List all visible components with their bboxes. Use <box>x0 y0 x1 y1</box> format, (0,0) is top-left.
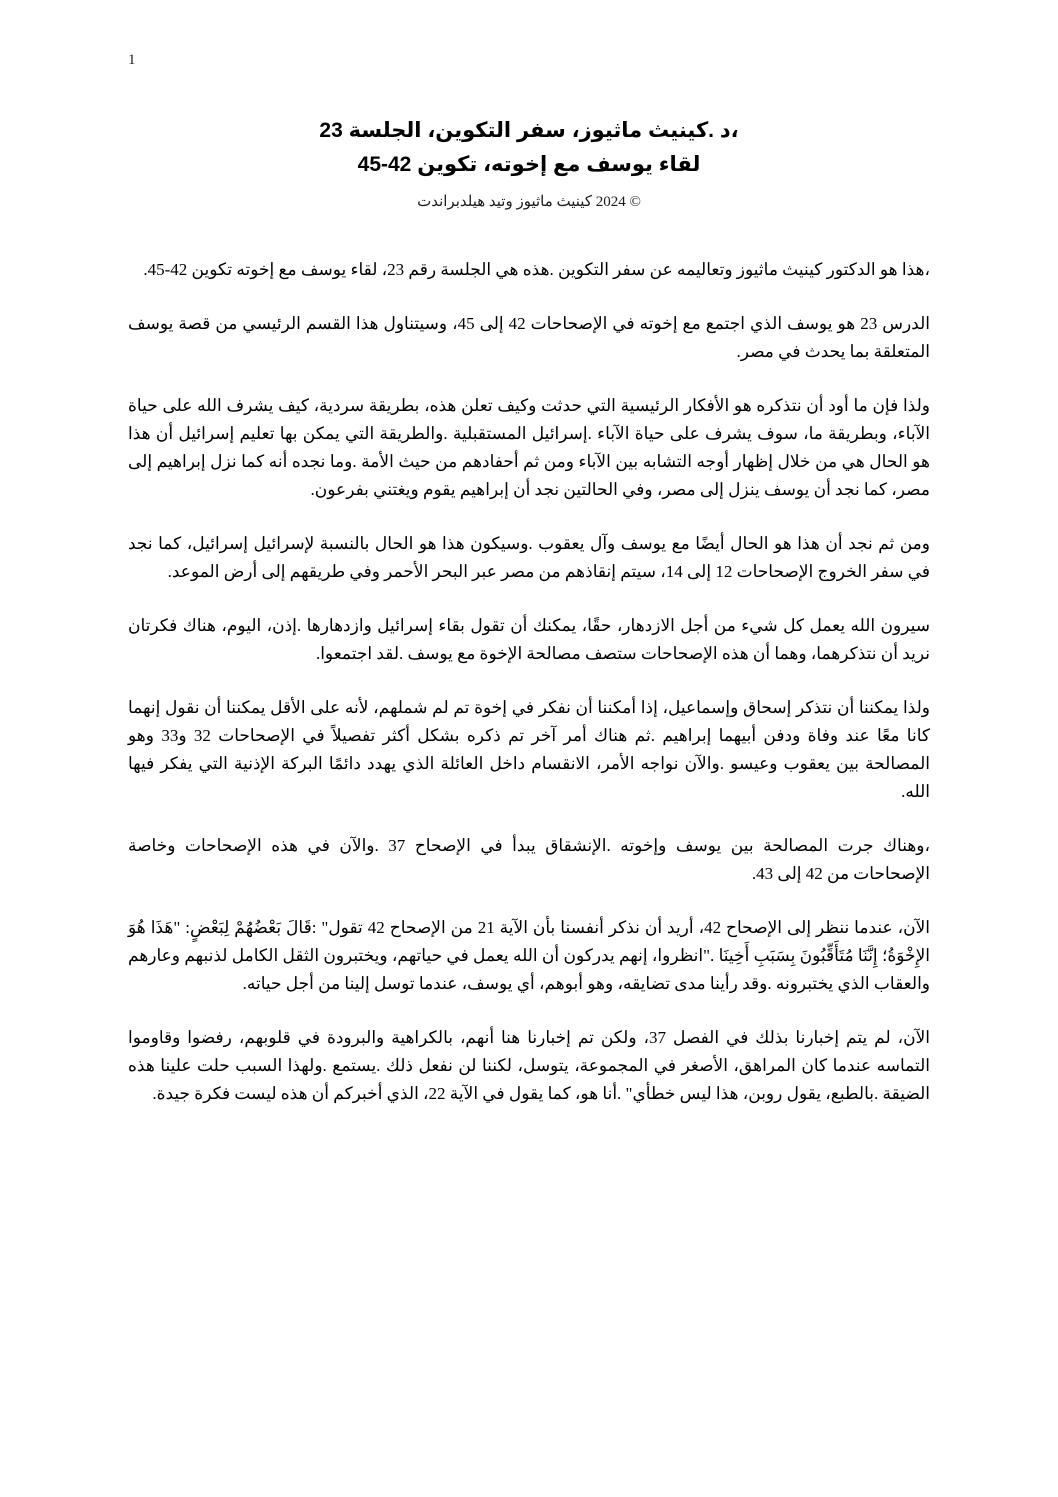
page-number: 1 <box>128 52 136 68</box>
document-header <box>128 114 930 214</box>
document-body <box>128 256 930 1108</box>
paragraph-lesson-overview: الدرس 23 هو يوسف الذي اجتمع مع إخوته في الإصحاحات 42 إلى 45، وسيتناول هذا القسم الرئيسي من قصة يوسف المتعلقة بما يحدث في مصر. <box>128 314 931 361</box>
paragraph-chapter37-reuben: الآن، لم يتم إخبارنا بذلك في الفصل 37، ولكن تم إخبارنا هنا أنهم، بالكراهية والبرودة في قلوبهم، رفضوا وقاوموا التماسه عندما كان المراهق، الأصغر في المجموعة، يتوسل، لكننا لن نفعل ذلك .يستمع .ولهذا السبب حلت علينا هذه الضيقة .بالطبع، يقول روبن، هذا ليس خطأي" .أنا هو، كما يقول في الآية 22، الذي أخبركم أن هذه ليست فكرة جيدة. <box>128 1028 930 1103</box>
copyright-line: © 2024 كينيث ماثيوز وتيد هيلدبراندت <box>417 194 641 210</box>
paragraph-joseph-jacob: ومن ثم نجد أن هذا هو الحال أيضًا مع يوسف وآل يعقوب .وسيكون هذا هو الحال بالنسبة لإسرائيل إسرائيل، كما نجد في سفر الخروج الإصحاحات 12 إلى 14، سيتم إنقاذهم من مصر عبر البحر الأحمر وفي طريقهم إلى أرض الموعد. <box>128 534 930 581</box>
paragraph-chapter42-verse21: الآن، عندما ننظر إلى الإصحاح 42، أريد أن نذكر أنفسنا بأن الآية 21 من الإصحاح 42 تقول" :قَالَ بَعْضُهُمْ لِبَعْضٍ: "هَذَا هُوَ الإِخْوَةُ؛ إِنَّنَا مُتَأَقِّبُونَ بِسَبَبِ أَخِينَا ."انظروا، إنهم يدركون أن الله يعمل في حياتهم، ويختبرون الثقل الكامل لذنبهم وعارهم والعقاب الذي يختبرونه .وقد رأينا مدى تضايقه، وهو أبوهم، أي يوسف، عندما توسل إلينا من أجل حياته. <box>128 918 930 993</box>
paragraph-intro: ،هذا هو الدكتور كينيث ماثيوز وتعاليمه عن سفر التكوين .هذه هي الجلسة رقم 23، لقاء يوسف مع إخوته تكوين 42-45. <box>143 260 930 279</box>
document-title-line1: ،د .كينيث ماثيوز، سفر التكوين، الجلسة 23 <box>319 119 739 142</box>
paragraph-prosperity: سيرون الله يعمل كل شيء من أجل الازدهار، حقًا، يمكنك أن تقول بقاء إسرائيل وازدهارها .إذن، اليوم، هناك فكرتان نريد أن نتذكرهما، وهما أن هذه الإصحاحات ستصف مصالحة الإخوة مع يوسف .لقد اجتمعوا. <box>128 616 930 663</box>
document-title-line2: لقاء يوسف مع إخوته، تكوين 42-45 <box>357 153 701 176</box>
paragraph-main-ideas: ولذا فإن ما أود أن نتذكره هو الأفكار الرئيسية التي حدثت وكيف تعلن هذه، بطريقة سردية، كيف يشرف الله على حياة الآباء، وبطريقة ما، سوف يشرف على حياة الآباء .إسرائيل المستقبلية .والطريقة التي يمكن بها تعليم إسرائيل أن هذا هو الحال هي من خلال إظهار أوجه التشابه بين الآباء ومن ثم أحفادهم من حيث الأمة .وما نجده أنه كما نزل إبراهيم إلى مصر، كما نجد أن يوسف ينزل إلى مصر، وفي الحالتين نجد أن إبراهيم يقوم ويغتني بفرعون. <box>128 396 930 499</box>
paragraph-isaac-ishmael: ولذا يمكننا أن نتذكر إسحاق وإسماعيل، إذا أمكننا أن نفكر في إخوة تم لم شملهم، لأنه على الأقل يمكننا أن نقول إنهما كانا معًا عند وفاة ودفن أبيهما إبراهيم .ثم هناك أمر آخر تم ذكره بشكل أكثر تفصيلاً في الإصحاحات 32 و33 وهو المصالحة بين يعقوب وعيسو .والآن نواجه الأمر، الانقسام داخل العائلة الذي يهدد دائمًا البركة الإذنية التي يفكر فيها الله. <box>128 698 930 801</box>
paragraph-reconciliation: ،وهناك جرت المصالحة بين يوسف وإخوته .الإنشقاق يبدأ في الإصحاح 37 .والآن في هذه الإصحاحات وخاصة الإصحاحات من 42 إلى 43. <box>128 836 931 883</box>
